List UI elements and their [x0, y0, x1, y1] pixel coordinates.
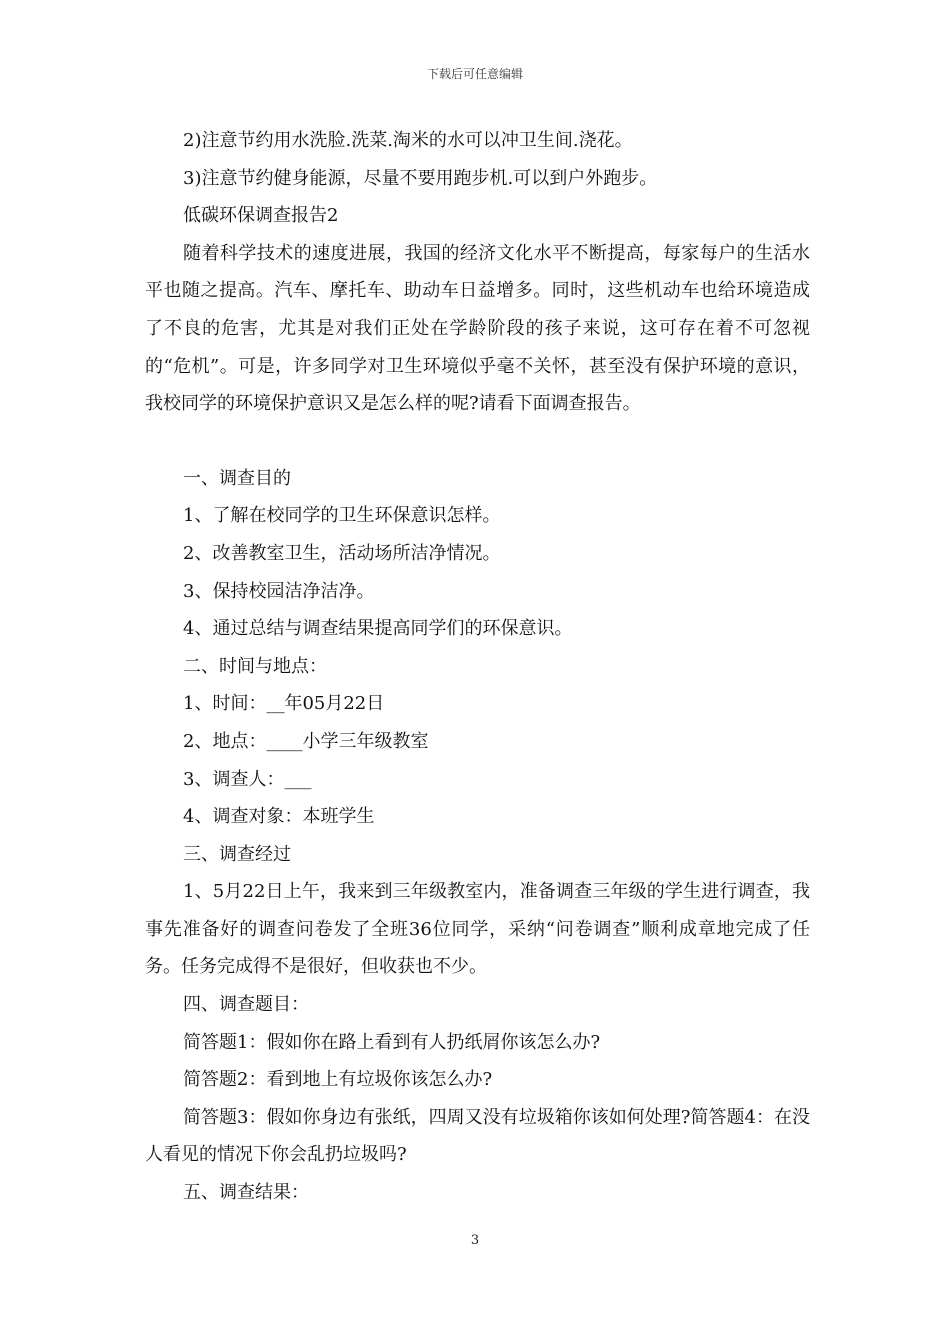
intro-paragraph: 随着科学技术的速度进展，我国的经济文化水平不断提高，每家每户的生活水平也随之提高。汽车、摩托车、助动车日益增多。同时，这些机动车也给环境造成了不良的危害，尤其是对我们正处在学龄阶段的孩子来说，这可存在着不可忽视的“危机”。可是，许多同学对卫生环境似乎毫不关怀，甚至没有保护环境的意识，我校同学的环境保护意识又是怎么样的呢?请看下面调查报告。: [145, 242, 810, 415]
section-process-heading: 三、调查经过: [183, 843, 291, 865]
page-header: 下载后可任意编辑: [426, 67, 523, 81]
tip-water-saving: 2)注意节约用水洗脸.洗菜.淘米的水可以冲卫生间.浇花。: [183, 130, 633, 151]
section-questions-heading: 四、调查题目：: [183, 994, 309, 1016]
place-item: 2、地点：____小学三年级教室: [183, 730, 429, 752]
subject-item: 4、调查对象：本班学生: [183, 806, 375, 828]
investigator-item: 3、调查人：___: [183, 768, 312, 790]
purpose-item-4: 4、通过总结与调查结果提高同学们的环保意识。: [183, 618, 573, 640]
section-time-place-heading: 二、时间与地点：: [183, 655, 327, 677]
question-1: 简答题1：假如你在路上看到有人扔纸屑你该怎么办?: [183, 1031, 601, 1053]
question-2: 简答题2：看到地上有垃圾你该怎么办?: [183, 1069, 493, 1091]
question-3-4: 简答题3：假如你身边有张纸，四周又没有垃圾箱你该如何处理?简答题4：在没人看见的情况下你会乱扔垃圾吗?: [145, 1106, 810, 1166]
section-purpose-heading: 一、调查目的: [183, 467, 291, 489]
purpose-item-2: 2、改善教室卫生，活动场所洁净情况。: [183, 542, 501, 564]
section-results-heading: 五、调查结果：: [183, 1182, 309, 1204]
time-item: 1、时间：__年05月22日: [183, 693, 385, 715]
tip-fitness-energy: 3)注意节约健身能源，尽量不要用跑步机.可以到户外跑步。: [183, 167, 658, 189]
page-number: 3: [470, 1233, 480, 1248]
process-paragraph: 1、5月22日上午，我来到三年级教室内，准备调查三年级的学生进行调查，我事先准备好的调查问卷发了全班36位同学，采纳“问卷调查”顺利成章地完成了任务。任务完成得不是很好，但收获也不少。: [145, 881, 810, 978]
document-body: [145, 122, 810, 1212]
purpose-item-3: 3、保持校园洁净洁净。: [183, 580, 375, 602]
report-title: 低碳环保调查报告2: [183, 205, 339, 227]
purpose-item-1: 1、了解在校同学的卫生环保意识怎样。: [183, 505, 501, 527]
blank-line: [145, 423, 810, 460]
